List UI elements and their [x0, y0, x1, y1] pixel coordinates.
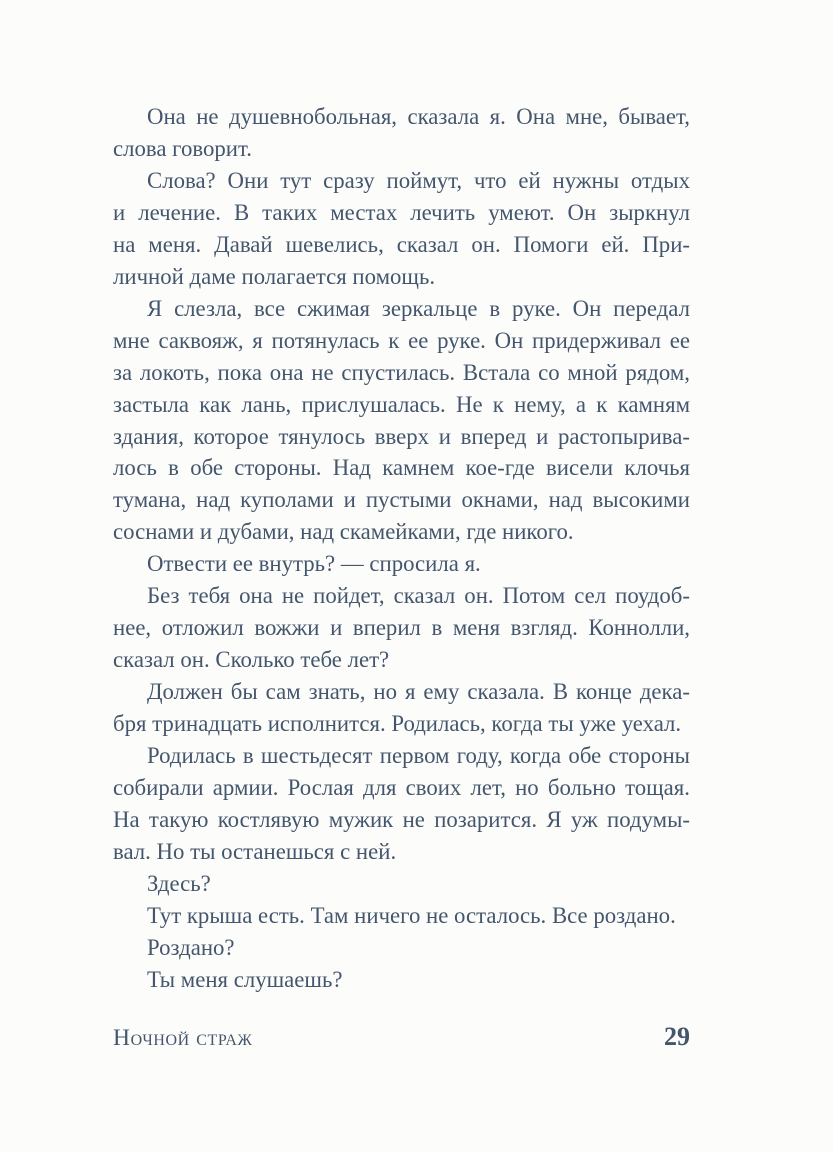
- paragraph: [113, 101, 690, 165]
- text-line: личной даме полагается помощь.: [113, 263, 436, 289]
- paragraph: [113, 293, 690, 549]
- paragraph: [113, 868, 690, 900]
- text-line: Тут крыша есть. Там ничего не осталось. Все роздано.: [147, 902, 676, 928]
- text-line: сказал он. Сколько тебе лет?: [113, 647, 390, 673]
- text-line: Без тебя она не пойдет, сказал он. Потом сел поудоб-: [147, 583, 690, 609]
- text-line: Она не душевнобольная, сказала я. Она мне, бывает,: [147, 104, 690, 129]
- page-number: 29: [664, 1022, 690, 1051]
- paragraph: [113, 165, 690, 293]
- paragraph: [113, 900, 690, 932]
- paragraph: [113, 580, 690, 676]
- paragraph: [113, 676, 690, 740]
- text-line: Здесь?: [147, 870, 211, 896]
- paragraph: [113, 964, 690, 996]
- text-line: На такую костлявую мужик не позарится. Я уж подумы-: [113, 806, 690, 832]
- text-line: застыла как лань, прислушалась. Не к нему, а к камням: [113, 391, 690, 417]
- paragraph: [113, 932, 690, 964]
- text-line: Слова? Они тут сразу поймут, что ей нужны отдых: [147, 167, 690, 193]
- text-line: Отвести ее внутрь? — спросила я.: [147, 551, 481, 577]
- text-line: Роздано?: [147, 934, 235, 960]
- text-line: лось в обе стороны. Над камнем кое-где висели клочья: [113, 455, 690, 481]
- text-line: здания, которое тянулось вверх и вперед и растопырива-: [113, 423, 690, 449]
- text-line: бря тринадцать исполнится. Родилась, когда ты уже уехал.: [113, 711, 682, 737]
- paragraph: [113, 740, 690, 868]
- text-line: соснами и дубами, над скамейками, где никого.: [113, 519, 574, 545]
- paragraph: [113, 548, 690, 580]
- text-line: Ты меня слушаешь?: [147, 966, 343, 992]
- text-line: вал. Но ты останешься с ней.: [113, 838, 397, 864]
- page-footer: [113, 1022, 690, 1052]
- text-line: Я слезла, все сжимая зеркальце в руке. Он передал: [147, 295, 690, 321]
- text-line: нее, отложил вожжи и вперил в меня взгляд. Коннолли,: [113, 615, 690, 641]
- text-line: слова говорит.: [113, 135, 252, 161]
- body-text: [113, 101, 690, 996]
- text-line: на меня. Давай шевелись, сказал он. Помоги ей. При-: [113, 231, 690, 257]
- text-line: собирали армии. Рослая для своих лет, но больно тощая.: [113, 775, 690, 801]
- text-line: мне саквояж, я потянулась к ее руке. Он придерживал ее: [113, 327, 690, 353]
- text-line: Должен бы сам знать, но я ему сказала. В конце дека-: [147, 679, 690, 705]
- text-line: за локоть, пока она не спустилась. Встала со мной рядом,: [113, 359, 690, 385]
- text-line: Родилась в шестьдесят первом году, когда обе стороны: [147, 743, 690, 769]
- running-title: Ночной страж: [113, 1025, 253, 1051]
- text-line: тумана, над куполами и пустыми окнами, над высокими: [113, 487, 690, 513]
- text-line: и лечение. В таких местах лечить умеют. Он зыркнул: [113, 199, 690, 225]
